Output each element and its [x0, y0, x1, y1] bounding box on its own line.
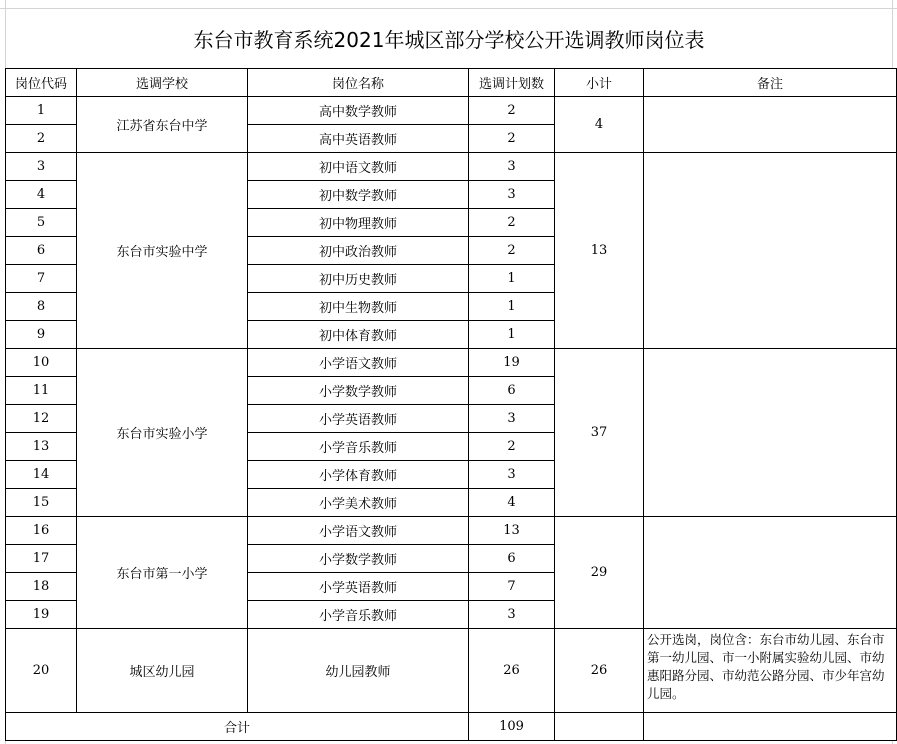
table-body — [6, 69, 897, 741]
table-row-kindergarten — [6, 629, 897, 713]
position-code-cell[interactable]: 13 — [6, 433, 77, 461]
plan-count-cell[interactable]: 7 — [469, 573, 555, 601]
plan-count-cell[interactable]: 3 — [469, 153, 555, 181]
plan-count-cell[interactable]: 13 — [469, 517, 555, 545]
school-cell[interactable]: 江苏省东台中学 — [77, 97, 248, 153]
position-code-cell[interactable]: 16 — [6, 517, 77, 545]
remark-cell[interactable]: 公开选岗，岗位含：东台市幼儿园、东台市第一幼儿园、市一小附属实验幼儿园、市幼惠阳路分园、市幼范公路分园、市少年宫幼儿园。 — [644, 629, 897, 713]
plan-count-cell[interactable]: 3 — [469, 405, 555, 433]
total-row — [6, 713, 897, 741]
position-table — [5, 68, 897, 741]
school-cell[interactable]: 东台市实验小学 — [77, 349, 248, 517]
subtotal-cell[interactable]: 13 — [555, 153, 644, 349]
plan-count-cell[interactable]: 1 — [469, 321, 555, 349]
position-code-cell[interactable]: 19 — [6, 601, 77, 629]
position-code-cell[interactable]: 5 — [6, 209, 77, 237]
position-code-cell[interactable]: 9 — [6, 321, 77, 349]
position-name-cell[interactable]: 初中数学教师 — [248, 181, 469, 209]
position-code-cell[interactable]: 15 — [6, 489, 77, 517]
position-name-cell[interactable]: 小学体育教师 — [248, 461, 469, 489]
plan-count-cell[interactable]: 2 — [469, 125, 555, 153]
plan-count-cell[interactable]: 6 — [469, 545, 555, 573]
header-subtotal[interactable]: 小计 — [555, 69, 644, 97]
position-name-cell[interactable]: 初中物理教师 — [248, 209, 469, 237]
header-code[interactable]: 岗位代码 — [6, 69, 77, 97]
plan-count-cell[interactable]: 26 — [469, 629, 555, 713]
position-name-cell[interactable]: 初中体育教师 — [248, 321, 469, 349]
total-subtotal-cell[interactable] — [555, 713, 644, 741]
position-code-cell[interactable]: 3 — [6, 153, 77, 181]
position-code-cell[interactable]: 2 — [6, 125, 77, 153]
plan-count-cell[interactable]: 2 — [469, 433, 555, 461]
position-name-cell[interactable]: 小学音乐教师 — [248, 601, 469, 629]
position-name-cell[interactable]: 小学美术教师 — [248, 489, 469, 517]
position-code-cell[interactable]: 17 — [6, 545, 77, 573]
position-name-cell[interactable]: 小学数学教师 — [248, 377, 469, 405]
table-row — [6, 97, 897, 125]
position-code-cell[interactable]: 7 — [6, 265, 77, 293]
subtotal-cell[interactable]: 26 — [555, 629, 644, 713]
position-code-cell[interactable]: 11 — [6, 377, 77, 405]
header-school[interactable]: 选调学校 — [77, 69, 248, 97]
plan-count-cell[interactable]: 2 — [469, 237, 555, 265]
header-row — [6, 69, 897, 97]
plan-count-cell[interactable]: 3 — [469, 601, 555, 629]
plan-count-cell[interactable]: 1 — [469, 265, 555, 293]
plan-count-cell[interactable]: 1 — [469, 293, 555, 321]
plan-count-cell[interactable]: 19 — [469, 349, 555, 377]
position-name-cell[interactable]: 小学英语教师 — [248, 405, 469, 433]
school-cell[interactable]: 城区幼儿园 — [77, 629, 248, 713]
position-name-cell[interactable]: 初中历史教师 — [248, 265, 469, 293]
remark-cell[interactable] — [644, 517, 897, 629]
plan-count-cell[interactable]: 2 — [469, 209, 555, 237]
subtotal-cell[interactable]: 4 — [555, 97, 644, 153]
table-row — [6, 153, 897, 181]
remark-cell[interactable] — [644, 97, 897, 153]
total-label-cell[interactable]: 合计 — [6, 713, 469, 741]
position-code-cell[interactable]: 20 — [6, 629, 77, 713]
position-name-cell[interactable]: 小学语文教师 — [248, 517, 469, 545]
subtotal-cell[interactable]: 37 — [555, 349, 644, 517]
subtotal-cell[interactable]: 29 — [555, 517, 644, 629]
plan-count-cell[interactable]: 2 — [469, 97, 555, 125]
plan-count-cell[interactable]: 3 — [469, 181, 555, 209]
position-name-cell[interactable]: 小学语文教师 — [248, 349, 469, 377]
position-code-cell[interactable]: 10 — [6, 349, 77, 377]
remark-cell[interactable] — [644, 153, 897, 349]
total-value-cell[interactable]: 109 — [469, 713, 555, 741]
plan-count-cell[interactable]: 3 — [469, 461, 555, 489]
header-remark[interactable]: 备注 — [644, 69, 897, 97]
header-plan[interactable]: 选调计划数 — [469, 69, 555, 97]
remark-cell[interactable] — [644, 349, 897, 517]
position-code-cell[interactable]: 8 — [6, 293, 77, 321]
position-name-cell[interactable]: 幼儿园教师 — [248, 629, 469, 713]
plan-count-cell[interactable]: 6 — [469, 377, 555, 405]
position-code-cell[interactable]: 6 — [6, 237, 77, 265]
header-position[interactable]: 岗位名称 — [248, 69, 469, 97]
table-row — [6, 349, 897, 377]
position-code-cell[interactable]: 14 — [6, 461, 77, 489]
table-row — [6, 517, 897, 545]
position-code-cell[interactable]: 18 — [6, 573, 77, 601]
table-title[interactable]: 东台市教育系统2021年城区部分学校公开选调教师岗位表 — [6, 9, 892, 67]
position-name-cell[interactable]: 高中英语教师 — [248, 125, 469, 153]
position-name-cell[interactable]: 小学音乐教师 — [248, 433, 469, 461]
school-cell[interactable]: 东台市第一小学 — [77, 517, 248, 629]
school-cell[interactable]: 东台市实验中学 — [77, 153, 248, 349]
position-name-cell[interactable]: 初中政治教师 — [248, 237, 469, 265]
position-name-cell[interactable]: 初中生物教师 — [248, 293, 469, 321]
position-code-cell[interactable]: 1 — [6, 97, 77, 125]
plan-count-cell[interactable]: 4 — [469, 489, 555, 517]
position-code-cell[interactable]: 4 — [6, 181, 77, 209]
position-name-cell[interactable]: 初中语文教师 — [248, 153, 469, 181]
position-name-cell[interactable]: 小学英语教师 — [248, 573, 469, 601]
position-name-cell[interactable]: 小学数学教师 — [248, 545, 469, 573]
position-code-cell[interactable]: 12 — [6, 405, 77, 433]
position-name-cell[interactable]: 高中数学教师 — [248, 97, 469, 125]
total-remark-cell[interactable] — [644, 713, 897, 741]
